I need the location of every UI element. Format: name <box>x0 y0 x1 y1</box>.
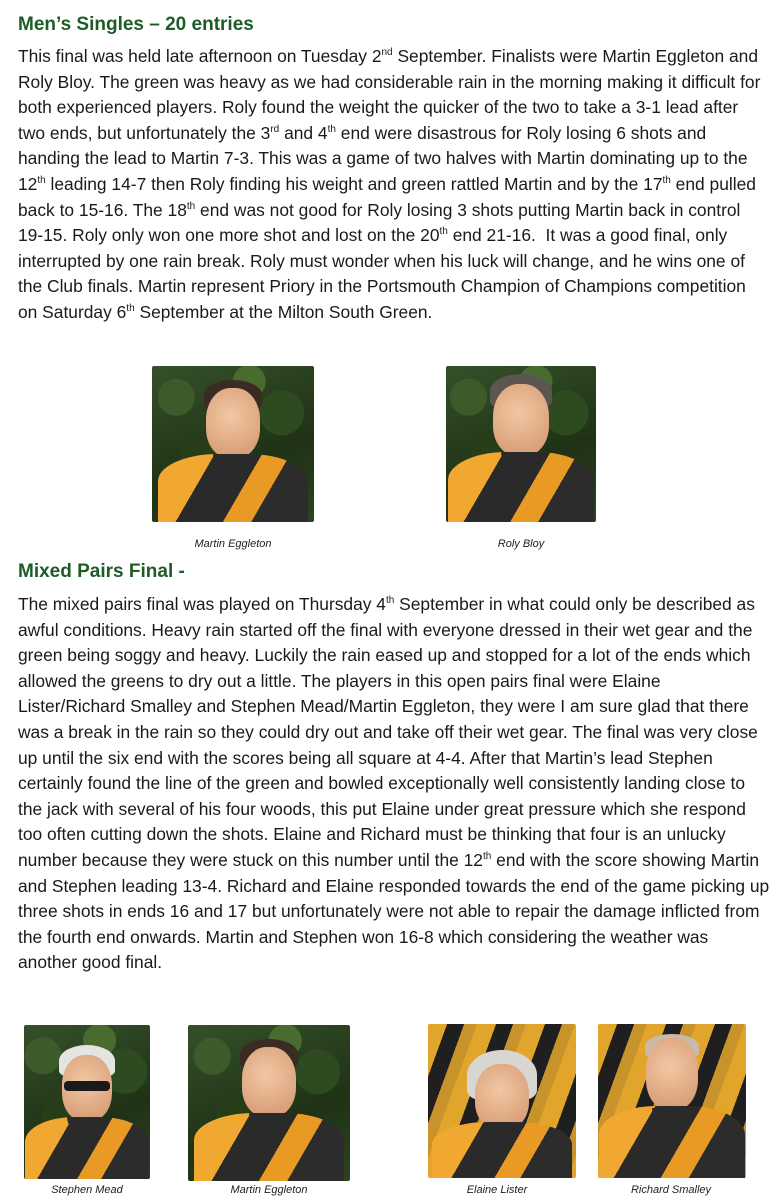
sunglasses-shape <box>64 1081 110 1091</box>
caption-elaine-lister: Elaine Lister <box>466 1184 528 1196</box>
photo-martin-eggleton <box>152 366 314 522</box>
photo-richard-smalley <box>598 1024 746 1178</box>
mens-singles-paragraph: This final was held late afternoon on Tuesday 2nd September. Finalists were Martin Eggleton and Roly Bloy. The green was heavy as we had considerable rain in the morning making it difficult for both experienced players. Roly found the weight the quicker of the two to take a 3-1 lead after two ends, but unfortunately the 3rd and 4th end were disastrous for Roly losing 6 shots and handing the lead to Martin 7-3. This was a game of two halves with Martin dominating up to the 12th leading 14-7 then Roly finding his weight and green rattled Martin and by the 17th end pulled back to 15-16. The 18th end was not good for Roly losing 3 shots putting Martin back in control 19-15. Roly only won one more shot and lost on the 20th end 21-16. It was a good final, only interrupted by one rain break. Roly must wonder when his luck will change, and he wins one of the Club finals. Martin represent Priory in the Portsmouth Champion of Champions competition on Saturday 6th September at the Milton South Green. <box>18 46 761 322</box>
mixed-pairs-paragraph: The mixed pairs final was played on Thursday 4th September in what could only be described as awful conditions. Heavy rain started off the final with everyone dressed in their wet gear and the green being soggy and heavy. Luckily the rain eased up and stopped for a lot of the ends which allowed the greens to dry out a little. The players in this open pairs final were Elaine Lister/Richard Smalley and Stephen Mead/Martin Eggleton, they were I am sure glad that there was a break in the rain so they could dry out and take off their wet gear. The final was very close up until the six end with the scores being all square at 4-4. After that Martin’s lead Stephen certainly found the line of the green and bowled exceptionally well consistently landing close to the jack with several of his four woods, this put Elaine under great pressure which she respond too often cutting down the shots. Elaine and Richard must be thinking that four is an unlucky number because they were stuck on this number until the 12th end with the score showing Martin and Stephen leading 13-4. Richard and Elaine responded towards the end of the game picking up three shots in ends 16 and 17 but unfortunately were not able to repair the damage inflicted from the fourth end onwards. Martin and Stephen won 16-8 which considering the weather was another good final. <box>18 594 770 973</box>
caption-martin-eggleton-2: Martin Eggleton <box>230 1184 308 1196</box>
caption-roly-bloy: Roly Bloy <box>497 538 545 550</box>
photo-elaine-lister <box>428 1024 576 1178</box>
photo-roly-bloy <box>446 366 596 522</box>
caption-stephen-mead: Stephen Mead <box>51 1184 123 1196</box>
mens-singles-heading: Men’s Singles – 20 entries <box>18 14 254 35</box>
photo-stephen-mead <box>24 1025 150 1179</box>
photo-martin-eggleton-2 <box>188 1025 350 1181</box>
caption-martin-eggleton: Martin Eggleton <box>194 538 272 550</box>
caption-richard-smalley: Richard Smalley <box>630 1184 712 1196</box>
mixed-pairs-heading: Mixed Pairs Final - <box>18 561 185 582</box>
